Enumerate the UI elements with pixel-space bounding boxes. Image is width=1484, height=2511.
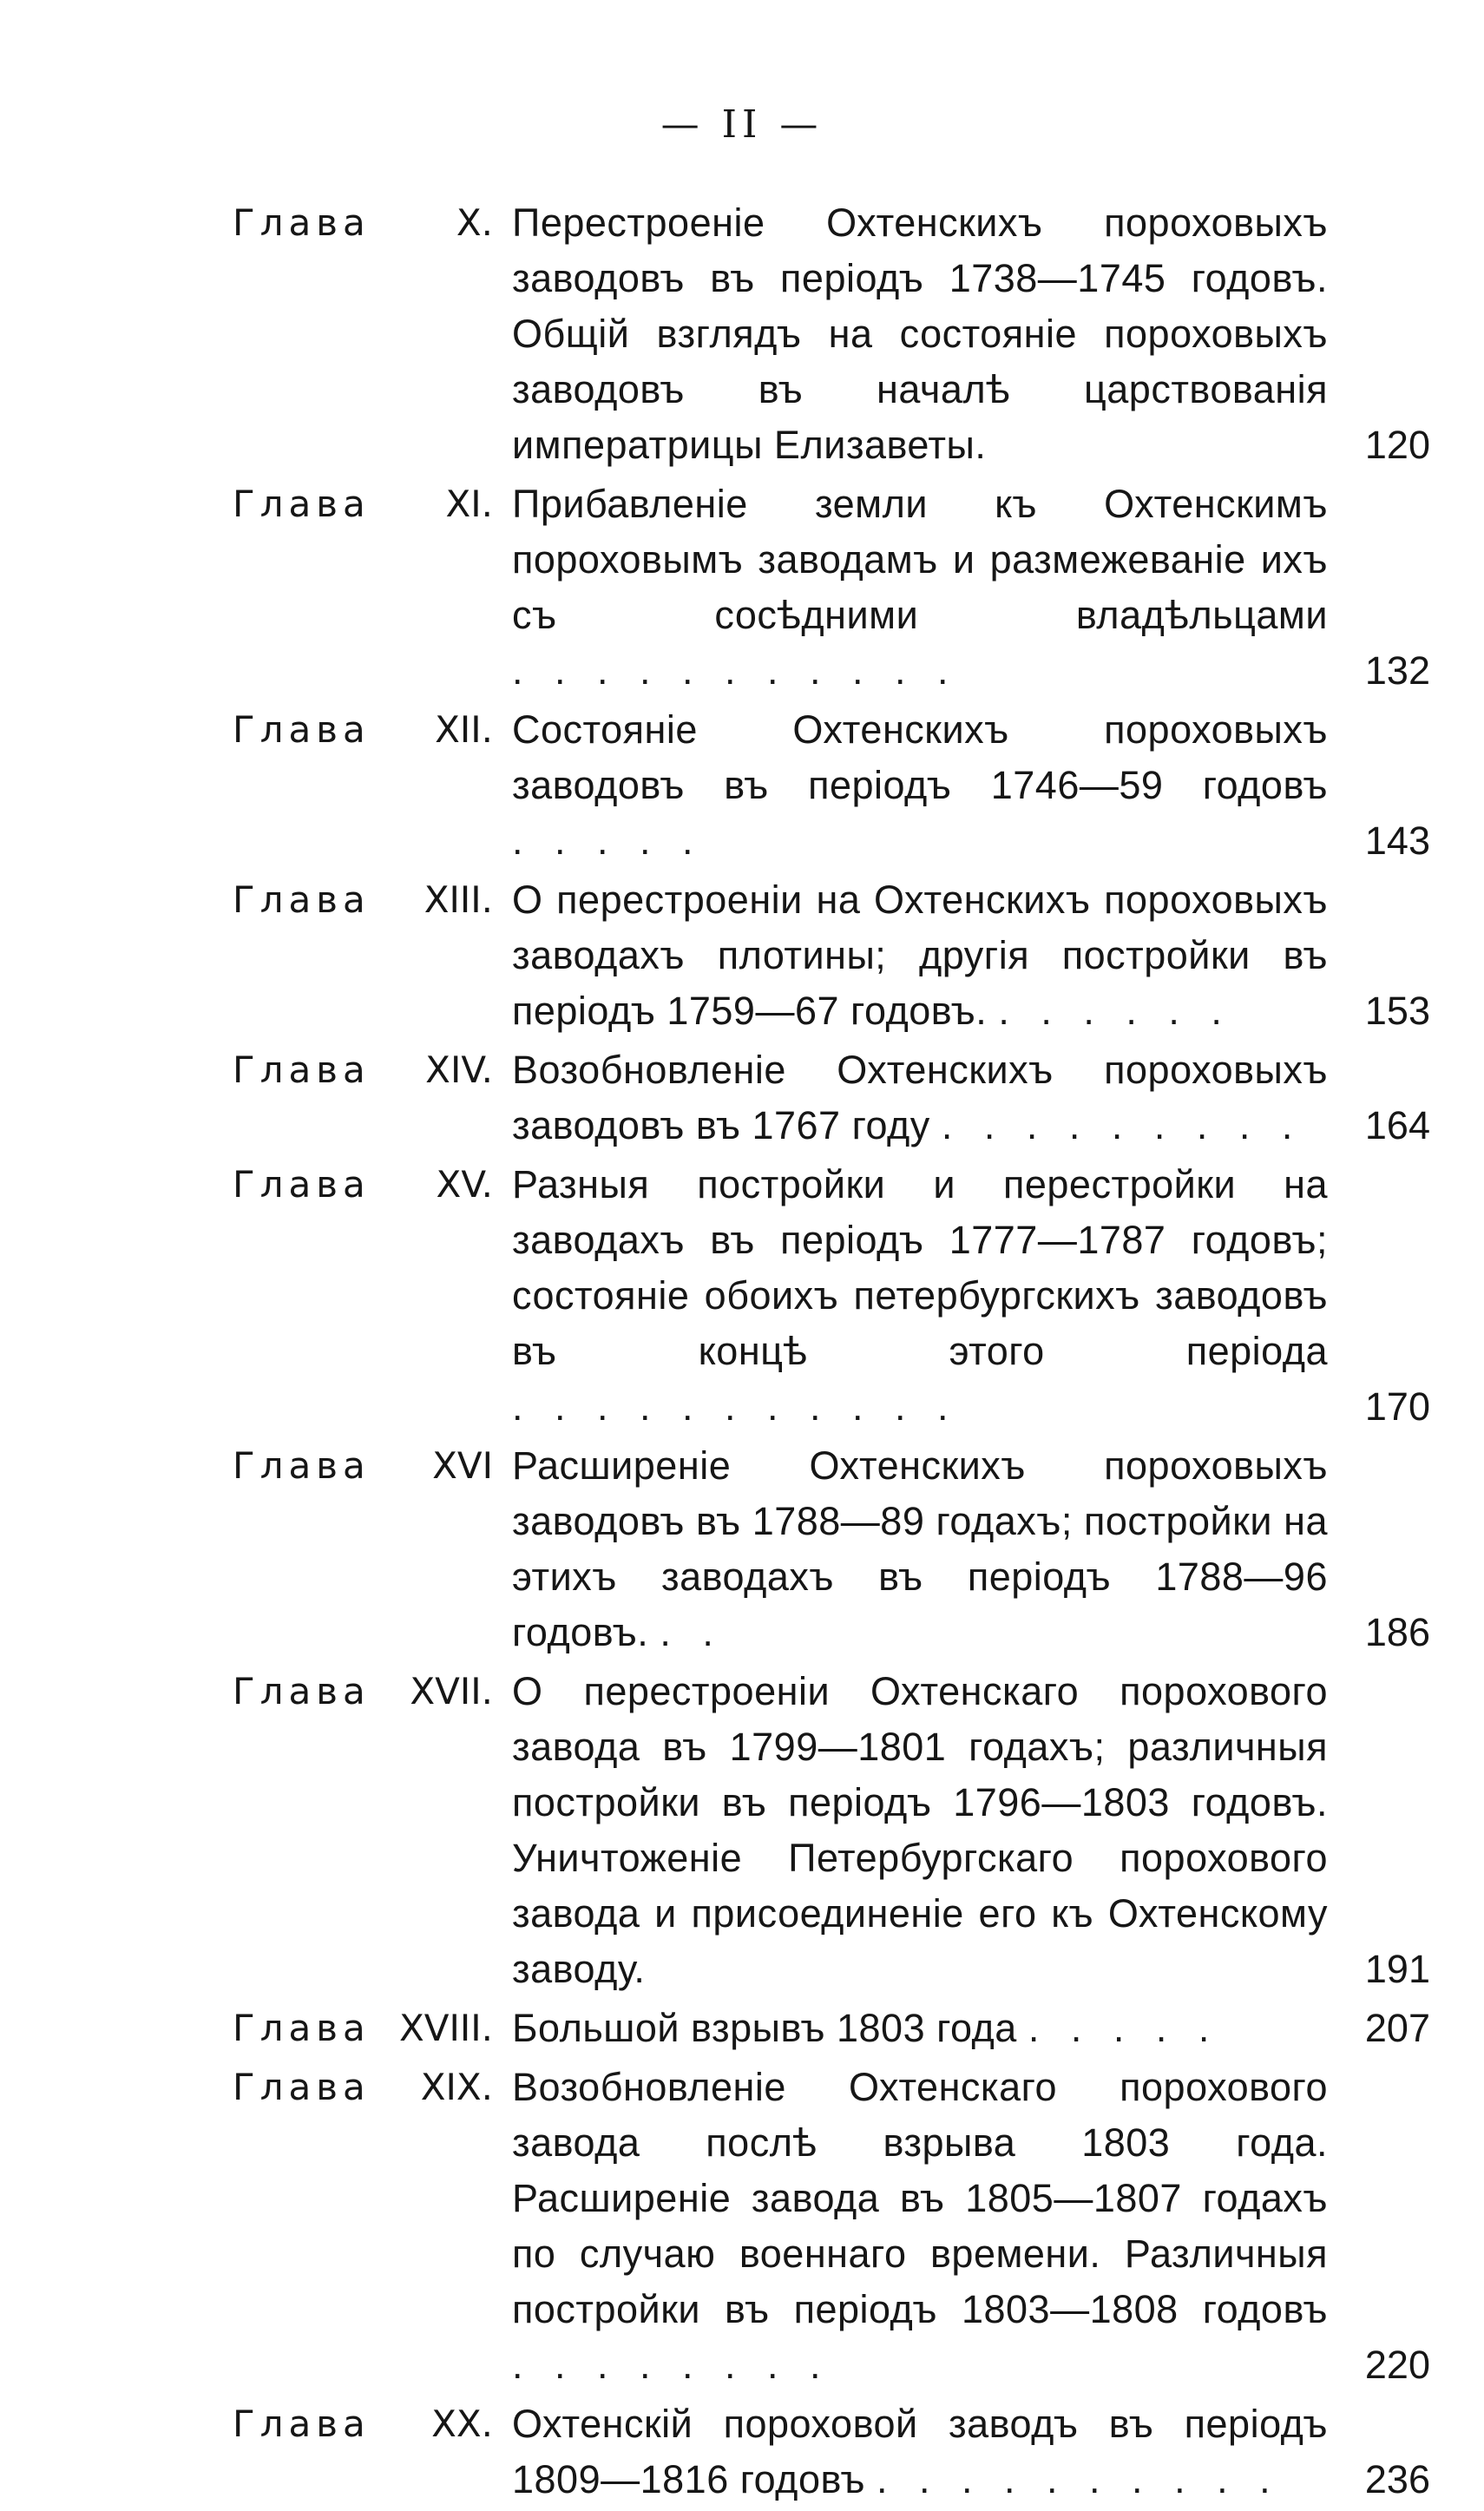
chapter-title: Большой взрывъ 1803 года: [512, 2006, 1017, 2050]
leader-dots: . . . . . . . . . .: [877, 2457, 1281, 2501]
toc-entry: [233, 1664, 1430, 1997]
chapter-label: Глава: [233, 2066, 371, 2108]
chapter-title: О перестроеніи Охтенскаго порохового завода въ 1799—1801 годахъ; различныя постройки въ періодъ 1796—1803 годовъ. Уничтоженіе Петербургскаго порохового завода и присоединеніе его къ Охтенскому заводу.: [512, 1669, 1328, 1991]
chapter-title: Возобновленіе Охтенскаго порохового завода послѣ взрыва 1803 года. Расширеніе завода въ 1805—1807 годахъ по случаю военнаго времени. Различныя постройки въ періодъ 1803—1808 годовъ: [512, 2065, 1328, 2331]
page-reference: 153: [1364, 989, 1430, 1033]
toc-entry: [233, 1438, 1430, 1660]
page-reference: 120: [1364, 423, 1430, 467]
toc-entry: [233, 1042, 1430, 1154]
leader-dots: . . . . . . . .: [512, 2343, 831, 2387]
chapter-title: Прибавленіе земли къ Охтенскимъ пороховымъ заводамъ и размежеваніе ихъ съ сосѣдними владѣльцами: [512, 482, 1328, 637]
toc-entry: [233, 477, 1430, 699]
chapter-number: XII.: [435, 708, 493, 751]
chapter-number: XVII.: [410, 1670, 493, 1712]
toc-entry: [233, 195, 1430, 473]
chapter-label: Глава: [233, 2007, 371, 2049]
page-reference: 143: [1364, 818, 1430, 863]
chapter-title: Перестроеніе Охтенскихъ пороховыхъ заводовъ въ періодъ 1738—1745 годовъ. Общій взглядъ на состояніе пороховыхъ заводовъ въ началѣ царствованія императрицы Елизаветы.: [512, 200, 1328, 467]
chapter-title: Расширеніе Охтенскихъ пороховыхъ заводовъ въ 1788—89 годахъ; постройки на этихъ заводахъ въ періодъ 1788—96 годовъ.: [512, 1443, 1328, 1654]
chapter-number: XX.: [431, 2403, 493, 2445]
chapter-title: Состояніе Охтенскихъ пороховыхъ заводовъ въ періодъ 1746—59 годовъ: [512, 707, 1328, 807]
chapter-number: XIX.: [420, 2066, 493, 2108]
chapter-number: XV.: [436, 1163, 493, 1206]
page-reference: 164: [1364, 1103, 1430, 1147]
toc-entry: [233, 2396, 1430, 2508]
chapter-number: XI.: [445, 483, 493, 525]
chapter-number: XIII.: [424, 878, 493, 921]
chapter-label: Глава: [233, 1163, 371, 1206]
leader-dots: . . . . . . . . . . .: [512, 648, 959, 693]
chapter-number: XVI: [432, 1444, 493, 1487]
page-reference: 207: [1364, 2006, 1430, 2050]
chapter-label: Глава: [233, 708, 371, 751]
leader-dots: . . . . . . . . . . .: [512, 1384, 959, 1429]
chapter-label: Глава: [233, 878, 371, 921]
page-reference: 220: [1364, 2343, 1430, 2387]
toc-entry: [233, 2060, 1430, 2393]
page-reference: 170: [1364, 1384, 1430, 1429]
chapter-label: Глава: [233, 483, 371, 525]
table-of-contents: [233, 195, 1430, 2511]
page-reference: 236: [1364, 2457, 1430, 2501]
chapter-label: Глава: [233, 1444, 371, 1487]
toc-entry: [233, 702, 1430, 869]
toc-entry: [233, 2001, 1430, 2056]
chapter-number: XIV.: [425, 1048, 493, 1091]
page-reference: 191: [1364, 1947, 1430, 1991]
leader-dots: . . . . .: [1028, 2006, 1220, 2050]
chapter-title: Разныя постройки и перестройки на заводахъ въ періодъ 1777—1787 годовъ; состояніе обоихъ петербургскихъ заводовъ въ концѣ этого періода: [512, 1162, 1328, 1373]
leader-dots: . .: [660, 1610, 724, 1654]
toc-entry: [233, 872, 1430, 1039]
chapter-label: Глава: [233, 1048, 371, 1091]
chapter-title: О перестроеніи на Охтенскихъ пороховыхъ заводахъ плотины; другія постройки въ періодъ 1759—67 годовъ.: [512, 878, 1328, 1033]
leader-dots: . . . . . . . . .: [941, 1103, 1303, 1147]
page-reference: 186: [1364, 1610, 1430, 1654]
leader-dots: . . . . . .: [998, 989, 1232, 1033]
chapter-label: Глава: [233, 1670, 371, 1712]
chapter-title: Охтенскій пороховой заводъ въ періодъ 1809—1816 годовъ: [512, 2402, 1328, 2501]
toc-entry: [233, 1157, 1430, 1435]
page-number: — II —: [660, 102, 824, 147]
chapter-label: Глава: [233, 2403, 371, 2445]
page-reference: 132: [1364, 648, 1430, 693]
chapter-title: Возобновленіе Охтенскихъ пороховыхъ заводовъ въ 1767 году: [512, 1048, 1328, 1147]
leader-dots: . . . . .: [512, 818, 704, 863]
chapter-number: X.: [456, 201, 493, 244]
chapter-label: Глава: [233, 201, 371, 244]
chapter-number: XVIII.: [398, 2007, 493, 2049]
